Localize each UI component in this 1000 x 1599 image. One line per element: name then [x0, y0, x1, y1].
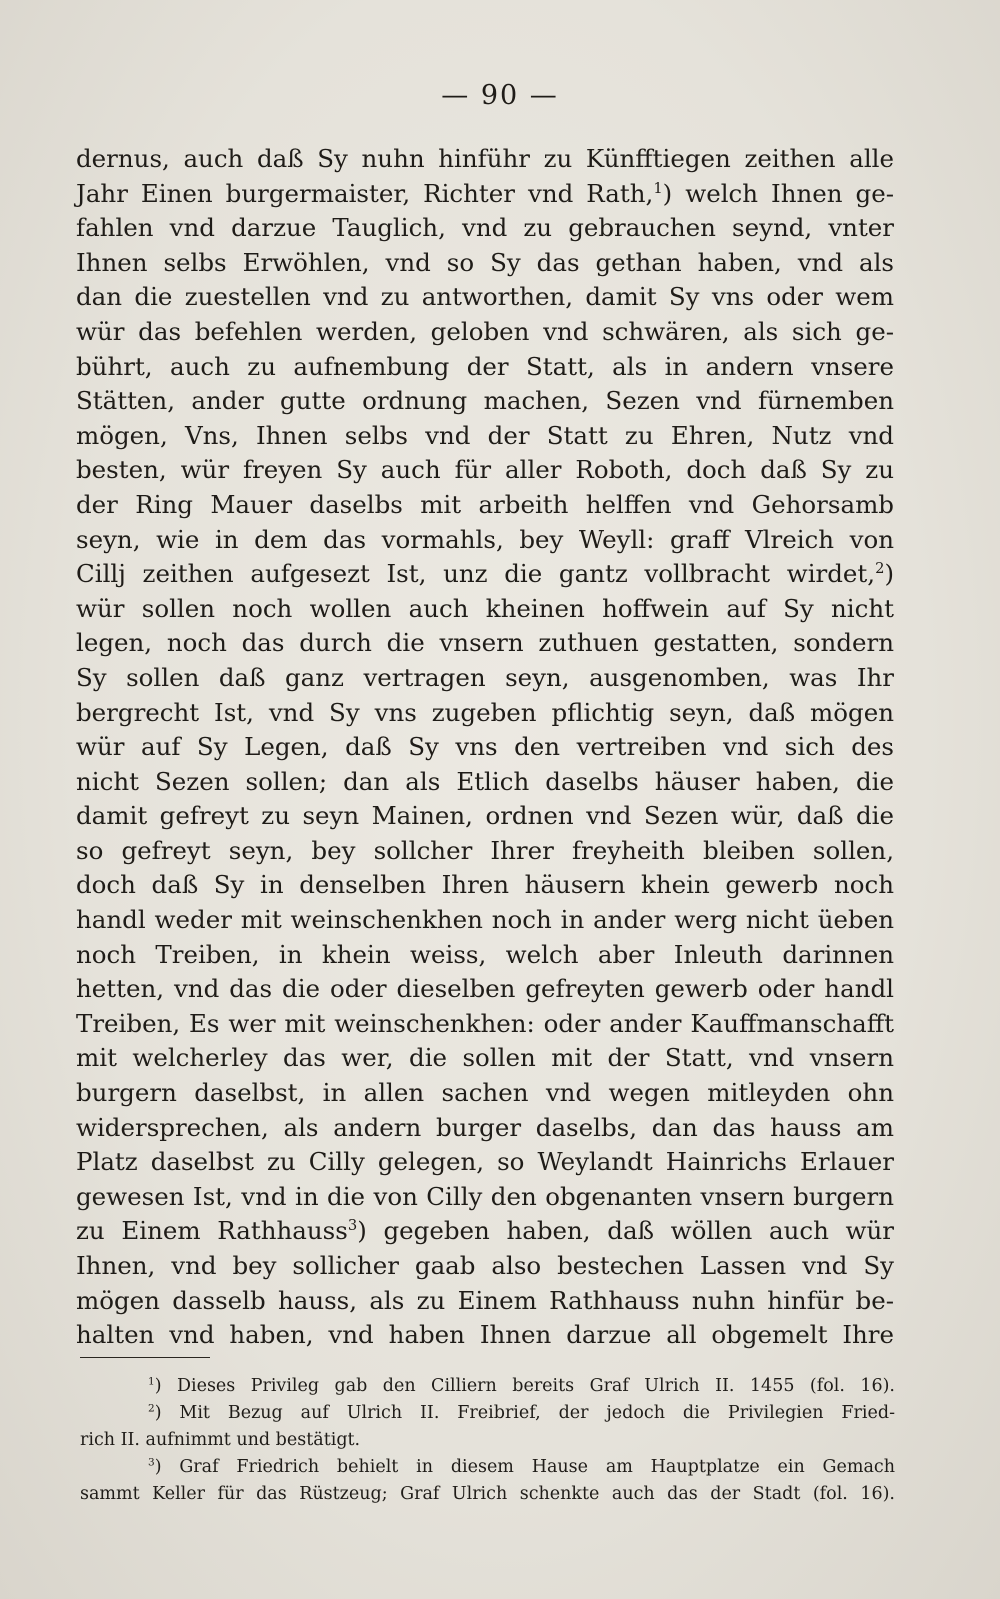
footnote-divider	[80, 1357, 210, 1358]
text-line: legen, noch das durch die vnsern zuthuen gestatten, sondern	[76, 628, 894, 658]
text-line: mit welcherley das wer, die sollen mit der Statt, vnd vnsern	[76, 1043, 894, 1073]
footnote-2: $^2$) Mit Bezug auf Ulrich II. Freibrief, der jedoch die Privilegien Fried-	[148, 1402, 895, 1423]
text-line: Stätten, ander gutte ordnung machen, Sezen vnd fürnemben	[76, 386, 894, 416]
text-line: doch daß Sy in denselben Ihren häusern khein gewerb noch	[76, 870, 894, 900]
text-line: Treiben, Es wer mit weinschenkhen: oder ander Kauffmanschafft	[76, 1008, 894, 1038]
footnote-1: $^1$) Dieses Privileg gab den Cilliern bereits Graf Ulrich II. 1455 (fol. 16).	[148, 1375, 895, 1396]
text-line: so gefreyt seyn, bey sollcher Ihrer freyheith bleiben sollen,	[76, 835, 894, 865]
page-number: — 90 —	[441, 80, 559, 111]
text-line: bergrecht Ist, vnd Sy vns zugeben pflichtig seyn, daß mögen	[76, 697, 894, 727]
text-line: bührt, auch zu aufnembung der Statt, als in andern vnsere	[76, 351, 894, 381]
text-line: mögen dasselb hauss, als zu Einem Rathhauss nuhn hinfür be-	[76, 1285, 894, 1315]
text-line: hetten, vnd das die oder dieselben gefreyten gewerb oder handl	[76, 974, 894, 1004]
footnote-3: $^3$) Graf Friedrich behielt in diesem Hause am Hauptplatze ein Gemach	[148, 1456, 895, 1477]
text-line: zu Einem Rathhauss$^3$) gegeben haben, daß wöllen auch wür	[76, 1216, 894, 1246]
text-line: widersprechen, als andern burger daselbs, dan das hauss am	[76, 1112, 894, 1142]
text-line: Jahr Einen burgermaister, Richter vnd Rath,$^1$) welch Ihnen ge-	[76, 178, 894, 208]
footnotes	[80, 1373, 895, 1508]
text-line: noch Treiben, in khein weiss, welch aber Inleuth darinnen	[76, 939, 894, 969]
text-line: halten vnd haben, vnd haben Ihnen darzue all obgemelt Ihre	[76, 1320, 894, 1350]
text-line: Cillj zeithen aufgesezt Ist, unz die gantz vollbracht wirdet,$^2$)	[76, 559, 894, 589]
text-line: mögen, Vns, Ihnen selbs vnd der Statt zu Ehren, Nutz vnd	[76, 420, 894, 450]
text-line: Ihnen, vnd bey sollicher gaab also bestechen Lassen vnd Sy	[76, 1251, 894, 1280]
text-line: dernus, auch daß Sy nuhn hinführ zu Künfftiegen zeithen alle	[76, 144, 894, 173]
text-line: burgern daselbst, in allen sachen vnd wegen mitleyden ohn	[76, 1078, 894, 1108]
text-line: wür das befehlen werden, geloben vnd schwären, als sich ge-	[76, 316, 894, 346]
text-line: damit gefreyt zu seyn Mainen, ordnen vnd Sezen wür, daß die	[76, 801, 894, 831]
text-line: wür sollen noch wollen auch kheinen hoffwein auf Sy nicht	[76, 593, 894, 623]
text-line: handl weder mit weinschenkhen noch in ander werg nicht üeben	[76, 905, 894, 935]
text-line: Platz daselbst zu Cilly gelegen, so Weylandt Hainrichs Erlauer	[76, 1147, 894, 1177]
text-line: besten, wür freyen Sy auch für aller Roboth, doch daß Sy zu	[76, 455, 894, 485]
text-line: seyn, wie in dem das vormahls, bey Weyll: graff Vlreich von	[76, 524, 894, 554]
text-line: gewesen Ist, vnd in die von Cilly den obgenanten vnsern burgern	[76, 1181, 894, 1211]
footnote-2-continuation: rich II. aufnimmt und bestätigt.	[80, 1430, 361, 1450]
text-line: der Ring Mauer daselbs mit arbeith helffen vnd Gehorsamb	[76, 489, 894, 519]
text-line: dan die zuestellen vnd zu antworthen, damit Sy vns oder wem	[76, 282, 894, 312]
text-line: Ihnen selbs Erwöhlen, vnd so Sy das gethan haben, vnd als	[76, 247, 894, 277]
footnote-3-continuation: sammt Keller für das Rüstzeug; Graf Ulrich schenkte auch das der Stadt (fol. 16).	[80, 1484, 895, 1504]
text-line: Sy sollen daß ganz vertragen seyn, ausgenomben, was Ihr	[76, 662, 894, 692]
text-line: wür auf Sy Legen, daß Sy vns den vertreiben vnd sich des	[76, 732, 894, 762]
text-line: fahlen vnd darzue Tauglich, vnd zu gebrauchen seynd, vnter	[76, 213, 894, 243]
text-line: nicht Sezen sollen; dan als Etlich daselbs häuser haben, die	[76, 766, 894, 796]
body-text	[76, 142, 894, 1353]
